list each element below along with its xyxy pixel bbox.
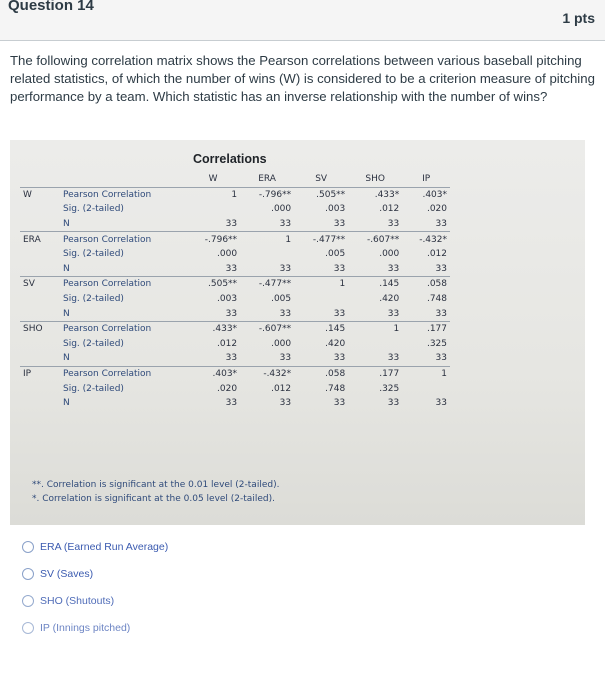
table-cell: .020 (217, 383, 238, 394)
table-cell: 33 (279, 353, 292, 364)
table-cell: .020 (426, 204, 447, 215)
table-cell: .000 (271, 204, 292, 215)
table-cell: .433* (186, 321, 240, 336)
table-row (20, 277, 450, 292)
question-title: Question 14 (8, 0, 94, 14)
table-cell (240, 247, 294, 262)
table-cell: .000 (217, 249, 238, 260)
table-cell: -.477** (294, 232, 348, 247)
table-cell: 1 (402, 366, 450, 381)
radio-button[interactable] (22, 541, 34, 553)
correlations-title: Correlations (193, 152, 267, 166)
table-cell: 33 (225, 308, 238, 319)
table-cell: .058 (294, 366, 348, 381)
radio-button[interactable] (22, 622, 34, 634)
table-cell: 33 (387, 353, 400, 364)
row-variable: IP (20, 366, 60, 381)
table-cell: .000 (271, 338, 292, 349)
table-cell: -.607** (240, 321, 294, 336)
table-cell: 33 (225, 263, 238, 274)
column-header: SV (294, 172, 348, 187)
table-cell: 1 (348, 321, 402, 336)
table-cell: 33 (435, 308, 447, 319)
row-variable: SHO (20, 321, 60, 336)
table-row (20, 366, 450, 381)
table-cell (186, 202, 240, 217)
table-row (20, 396, 450, 411)
answer-option[interactable] (22, 587, 168, 614)
table-row (20, 232, 450, 247)
note-005: *. Correlation is significant at the 0.05 level (2-tailed). (32, 494, 275, 504)
answer-label: IP (Innings pitched) (40, 621, 131, 634)
row-statistic: Pearson Correlation (60, 187, 186, 202)
row-statistic: N (63, 398, 70, 409)
table-cell: .058 (402, 277, 450, 292)
table-cell: .748 (426, 294, 447, 305)
table-cell: 33 (225, 353, 238, 364)
table-cell: .748 (325, 383, 346, 394)
row-statistic: Sig. (2-tailed) (63, 383, 124, 394)
table-cell: .177 (348, 366, 402, 381)
row-variable (20, 247, 60, 262)
answer-options (22, 533, 168, 641)
table-cell: 33 (387, 398, 400, 409)
table-cell: -.432* (240, 366, 294, 381)
table-row (20, 262, 450, 277)
table-cell: 33 (225, 219, 238, 230)
table-cell: 33 (279, 219, 292, 230)
row-variable: ERA (20, 232, 60, 247)
correlation-table (20, 172, 450, 411)
row-variable (20, 351, 60, 366)
answer-option[interactable] (22, 560, 168, 587)
row-statistic: Pearson Correlation (60, 277, 186, 292)
table-cell: -.796** (186, 232, 240, 247)
table-cell: 33 (333, 219, 346, 230)
table-cell: .403* (402, 187, 450, 202)
answer-label: SHO (Shutouts) (40, 594, 115, 607)
table-cell: 33 (279, 308, 292, 319)
row-variable (20, 217, 60, 232)
row-variable: W (20, 187, 60, 202)
table-header-row (20, 172, 450, 187)
table-cell: .433* (348, 187, 402, 202)
table-cell: 33 (333, 353, 346, 364)
table-cell: 1 (240, 232, 294, 247)
row-statistic: Sig. (2-tailed) (63, 294, 124, 305)
table-cell: .003 (217, 294, 238, 305)
table-row (20, 337, 450, 352)
column-header: ERA (240, 172, 294, 187)
table-cell: 1 (294, 277, 348, 292)
table-cell: 33 (225, 398, 238, 409)
answer-label: ERA (Earned Run Average) (40, 540, 169, 553)
table-cell: .403* (186, 366, 240, 381)
table-cell: .325 (426, 338, 447, 349)
row-statistic: N (63, 308, 70, 319)
table-cell: .420 (379, 294, 400, 305)
table-cell: 33 (435, 398, 447, 409)
corner-cell (20, 172, 60, 187)
table-row (20, 381, 450, 396)
table-cell: 1 (186, 187, 240, 202)
row-variable (20, 396, 60, 411)
table-row (20, 351, 450, 366)
question-text: The following correlation matrix shows the Pearson correlations between various baseball pitching related statistics, of which the number of wins (W) is considered to be a criterion measure of pitching performance by a team. Which statistic has an inverse relationship with the number of wins? (10, 53, 595, 104)
table-notes (32, 478, 279, 506)
table-row (20, 247, 450, 262)
column-header: SHO (348, 172, 402, 187)
table-cell: .005 (271, 294, 292, 305)
table-cell (294, 292, 348, 307)
table-row (20, 321, 450, 336)
radio-button[interactable] (22, 568, 34, 580)
table-cell: 33 (387, 263, 400, 274)
row-statistic: Sig. (2-tailed) (63, 249, 124, 260)
table-cell: 33 (279, 263, 292, 274)
note-001: **. Correlation is significant at the 0.01 level (2-tailed). (32, 480, 280, 490)
table-cell: .145 (348, 277, 402, 292)
row-statistic: Sig. (2-tailed) (63, 338, 124, 349)
question-points: 1 pts (562, 10, 595, 26)
row-statistic: Pearson Correlation (60, 366, 186, 381)
row-variable (20, 306, 60, 321)
table-cell: .012 (379, 204, 400, 215)
table-cell: .000 (379, 249, 400, 260)
row-variable: SV (20, 277, 60, 292)
row-statistic: N (63, 219, 70, 230)
corner-cell (60, 172, 186, 187)
row-statistic: N (63, 353, 70, 364)
table-cell: -.796** (240, 187, 294, 202)
row-statistic: N (63, 263, 70, 274)
table-cell (402, 381, 450, 396)
table-cell: 33 (435, 219, 447, 230)
row-variable (20, 381, 60, 396)
row-variable (20, 292, 60, 307)
table-cell: .325 (379, 383, 400, 394)
table-cell: .012 (271, 383, 292, 394)
row-statistic: Sig. (2-tailed) (63, 204, 124, 215)
answer-option[interactable] (22, 533, 168, 560)
row-statistic: Pearson Correlation (60, 321, 186, 336)
table-cell: .420 (325, 338, 346, 349)
table-cell: .505** (294, 187, 348, 202)
table-cell: .003 (325, 204, 346, 215)
table-cell: .012 (217, 338, 238, 349)
table-cell: -.432* (402, 232, 450, 247)
table-row (20, 217, 450, 232)
row-variable (20, 262, 60, 277)
table-cell: .145 (294, 321, 348, 336)
table-cell: 33 (435, 263, 447, 274)
column-header: IP (402, 172, 450, 187)
question-header (0, 0, 605, 41)
answer-label: SV (Saves) (40, 567, 94, 580)
table-cell: -.607** (348, 232, 402, 247)
table-cell: 33 (435, 353, 447, 364)
table-row (20, 292, 450, 307)
table-row (20, 306, 450, 321)
table-cell: .005 (325, 249, 346, 260)
table-cell: 33 (333, 263, 346, 274)
answer-option[interactable] (22, 614, 168, 641)
table-cell: .177 (402, 321, 450, 336)
table-cell: .012 (426, 249, 447, 260)
radio-button[interactable] (22, 595, 34, 607)
column-header: W (186, 172, 240, 187)
table-cell: 33 (333, 398, 346, 409)
row-variable (20, 202, 60, 217)
row-variable (20, 337, 60, 352)
table-row (20, 202, 450, 217)
table-body (20, 187, 450, 410)
table-cell: -.477** (240, 277, 294, 292)
table-cell: 33 (387, 219, 400, 230)
table-cell: .505** (186, 277, 240, 292)
table-cell: 33 (279, 398, 292, 409)
row-statistic: Pearson Correlation (60, 232, 186, 247)
table-cell: 33 (333, 308, 346, 319)
table-cell (348, 337, 402, 352)
table-cell: 33 (387, 308, 400, 319)
table-row (20, 187, 450, 202)
